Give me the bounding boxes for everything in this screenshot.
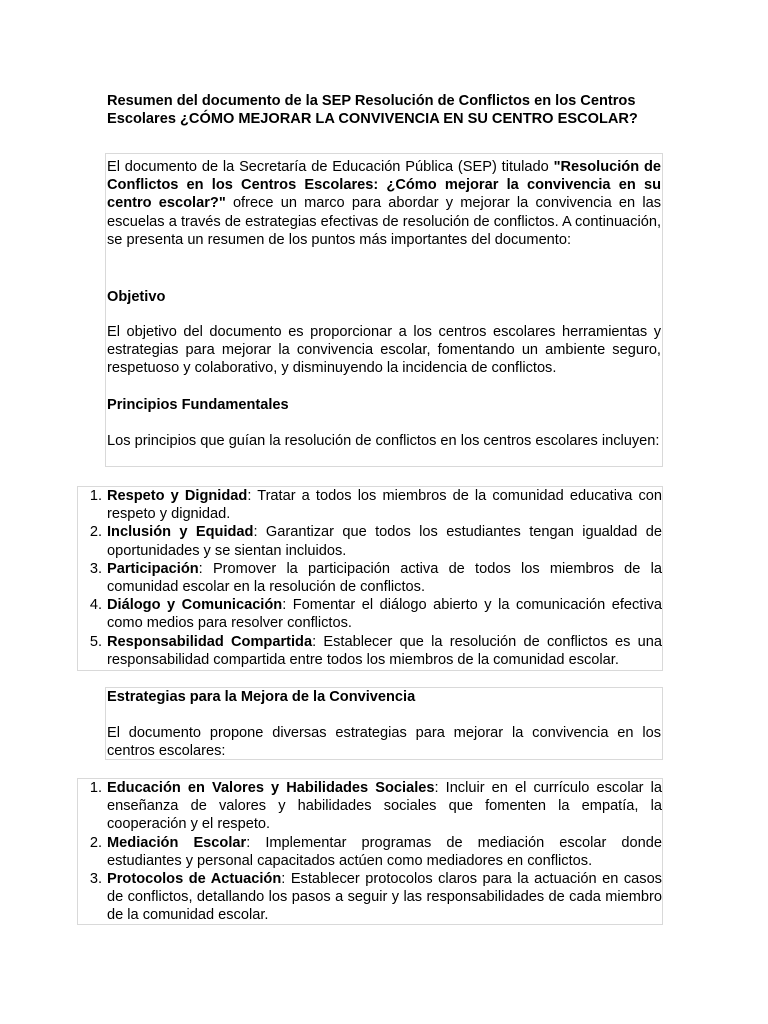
estrategias-heading: Estrategias para la Mejora de la Convivencia	[107, 689, 416, 705]
list-item	[78, 596, 662, 632]
list-number: 1.	[89, 488, 102, 504]
intro-paragraph	[107, 158, 661, 249]
list-description: : Tratar a todos los miembros de la comunidad educativa con respeto y dignidad.	[107, 488, 662, 523]
list-item	[78, 523, 662, 559]
list-description: : Fomentar el diálogo abierto y la comunicación efectiva como medios para resolver conflictos.	[107, 597, 663, 632]
list-item	[78, 779, 662, 834]
list-number: 5.	[89, 633, 102, 650]
intro-text-start: El documento de la Secretaría de Educación Pública (SEP) titulado	[107, 159, 554, 175]
list-description: : Garantizar que todos los estudiantes tengan igualdad de oportunidades y se sientan incluidos.	[107, 524, 662, 559]
principios-list	[78, 487, 662, 669]
estrategias-paragraph: El documento propone diversas estrategias para mejorar la convivencia en los centros escolares:	[107, 725, 661, 760]
document-title: Resumen del documento de la SEP Resolución de Conflictos en los Centros Escolares ¿CÓMO MEJORAR LA CONVIVENCIA EN SU CENTRO ESCOLAR?	[107, 93, 638, 128]
list-term: Participación	[107, 560, 199, 577]
intro-text-end: ofrece un marco para abordar y mejorar la convivencia en las escuelas a través de estrategias efectivas de resolución de conflictos. A continuación, se presenta un resumen de los puntos más importantes del documento:	[107, 195, 661, 248]
list-item	[78, 560, 662, 596]
list-term: Diálogo y Comunicación	[107, 597, 283, 614]
estrategias-list	[78, 779, 662, 925]
list-description: : Implementar programas de mediación escolar donde estudiantes y personal capacitados actúen como mediadores en conflictos.	[107, 834, 662, 869]
principios-paragraph: Los principios que guían la resolución de conflictos en los centros escolares incluyen:	[107, 433, 660, 449]
list-term: Responsabilidad Compartida	[107, 633, 313, 650]
list-number: 2.	[89, 834, 102, 851]
principios-heading: Principios Fundamentales	[107, 397, 289, 413]
list-item	[78, 870, 662, 925]
list-term: Protocolos de Actuación	[107, 871, 282, 888]
list-number: 3.	[89, 560, 102, 577]
list-number: 3.	[89, 871, 102, 888]
list-description: : Establecer protocolos claros para la actuación en casos de conflictos, detallando los pasos a seguir y las responsabilidades de cada miembro de la comunidad escolar.	[107, 871, 662, 924]
objetivo-heading: Objetivo	[107, 289, 166, 305]
list-term: Educación en Valores y Habilidades Sociales	[107, 780, 435, 796]
intro-document-name: "Resolución de Conflictos en los Centros Escolares: ¿Cómo mejorar la convivencia en su centro escolar?"	[107, 159, 661, 212]
list-number: 4.	[89, 597, 102, 614]
list-term: Respeto y Dignidad	[107, 488, 248, 504]
list-item	[78, 834, 662, 870]
list-item	[78, 633, 662, 669]
list-number: 2.	[89, 524, 102, 541]
list-description: : Establecer que la resolución de conflictos es una responsabilidad compartida entre todos los miembros de la comunidad escolar.	[107, 633, 662, 668]
list-description: : Incluir en el currículo escolar la enseñanza de valores y habilidades sociales que fomenten la empatía, la cooperación y el respeto.	[107, 780, 662, 833]
list-term: Mediación Escolar	[107, 834, 247, 851]
objetivo-paragraph: El objetivo del documento es proporcionar a los centros escolares herramientas y estrategias para mejorar la convivencia escolar, fomentando un ambiente seguro, respetuoso y colaborativo, y disminuyendo la incidencia de conflictos.	[107, 324, 661, 377]
list-term: Inclusión y Equidad	[107, 524, 254, 541]
list-description: : Promover la participación activa de todos los miembros de la comunidad escolar en la resolución de conflictos.	[107, 560, 662, 596]
list-number: 1.	[89, 780, 102, 796]
list-item	[78, 487, 662, 523]
